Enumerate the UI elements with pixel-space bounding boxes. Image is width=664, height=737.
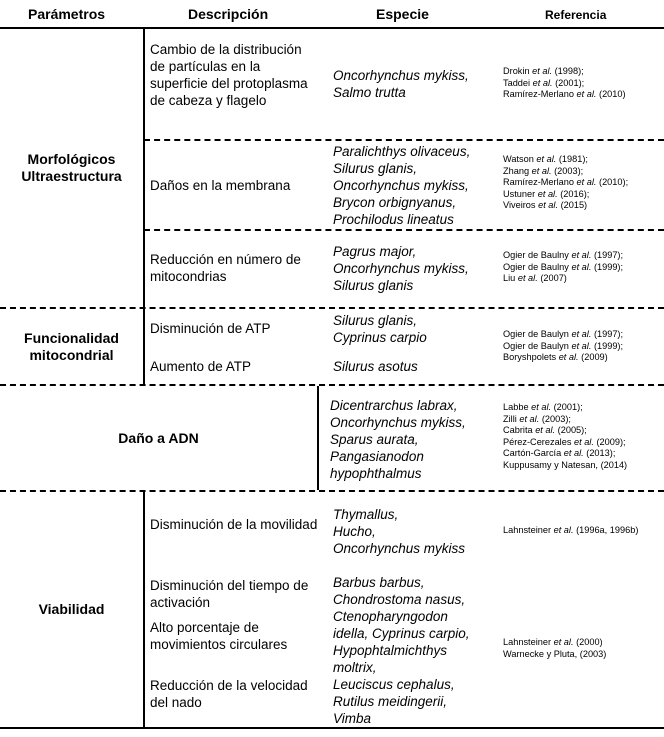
species-name: Brycon orbignyanus, <box>333 195 457 210</box>
species-name: hypophthalmus <box>330 466 422 481</box>
param-label: mitocondrial <box>29 347 114 363</box>
section-divider <box>0 490 664 492</box>
desc-cell: Disminución de ATP <box>150 321 271 336</box>
species-name: Thymallus, <box>333 507 399 522</box>
ref-line: Ogier de Baulny et al. (1999); <box>503 261 624 272</box>
ref-line: Cartón-García et al. (2013); <box>503 448 616 458</box>
ref-line: Ogier de Baulyn et al. (1999); <box>503 340 624 351</box>
species-cell <box>333 574 470 727</box>
column-divider <box>143 492 145 727</box>
species-name: Ctenopharyngodon <box>333 609 448 624</box>
ref-line: Viveiros et al. (2015) <box>503 200 588 210</box>
ref-line: Ustuner et al. (2016); <box>503 188 590 199</box>
species-cell <box>333 143 470 228</box>
species-cell <box>333 312 427 346</box>
ref-line: Warnecke y Pluta, (2003) <box>503 648 607 659</box>
table-bottom-rule <box>0 727 664 729</box>
species-cell <box>333 358 418 375</box>
param-label: Ultraestructura <box>21 168 122 184</box>
ref-cell <box>503 525 661 537</box>
header-divider <box>0 27 664 29</box>
species-name: Chondrostoma nasus, <box>333 592 466 607</box>
ref-line: Ramírez-Merlano et al. (2010) <box>503 89 626 99</box>
param-dano-adn: Daño a ADN <box>118 430 199 446</box>
header-referencia: Referencia <box>545 8 607 22</box>
species-name: idella, Cyprinus carpio, <box>333 626 470 641</box>
param-viabilidad: Viabilidad <box>38 601 105 617</box>
ref-cell <box>503 402 661 471</box>
species-name: Paralichthys olivaceus, <box>333 144 471 159</box>
row-divider <box>144 229 664 231</box>
species-name: Sparus aurata, <box>330 432 419 447</box>
desc-cell: Alto porcentaje de movimientos circulares <box>150 620 288 652</box>
header-descripcion: Descripción <box>188 6 269 22</box>
desc-cell: Reducción de la velocidad del nado <box>150 678 308 710</box>
param-label: Morfológicos <box>27 151 116 167</box>
desc-cell: Aumento de ATP <box>150 359 252 374</box>
species-name: Pangasianodon <box>330 449 424 464</box>
section-divider <box>0 307 664 309</box>
species-name: Pagrus major, <box>333 244 417 259</box>
ref-line: Liu et al. (2007) <box>503 273 567 283</box>
column-divider <box>317 386 319 490</box>
species-name: Barbus barbus, <box>333 575 425 590</box>
species-name: Oncorhynchus mykiss <box>333 541 466 556</box>
header-parametros: Parámetros <box>28 6 106 22</box>
ref-line: Ogier de Baulyn et al. (1997); <box>503 329 624 339</box>
species-name: Silurus glanis, <box>333 313 418 328</box>
ref-cell <box>503 66 661 101</box>
species-name: Silurus asotus <box>333 359 418 374</box>
ref-line: Drokin et al. (1998); <box>503 66 584 76</box>
species-cell <box>333 67 469 101</box>
ref-line: Zilli et al. (2003); <box>503 413 571 424</box>
ref-line: Ramírez-Merlano et al. (2010); <box>503 177 629 187</box>
param-morfologicos <box>0 151 143 185</box>
species-name: Oncorhynchus mykiss, <box>330 415 466 430</box>
ref-cell <box>503 637 661 660</box>
species-name: Rutilus meidingerii, <box>333 694 448 709</box>
desc-cell: Cambio de la distribución de partículas en la superficie del protoplasma de cabeza y flagelo <box>150 42 308 108</box>
species-cell <box>333 243 469 294</box>
species-name: Hypophtalmichthys <box>333 643 448 658</box>
section-divider <box>0 384 664 386</box>
species-name: Hucho, <box>333 524 376 539</box>
species-name: Silurus glanis, <box>333 161 418 176</box>
ref-line: Zhang et al. (2003); <box>503 165 584 176</box>
ref-line: Labbe et al. (2001); <box>503 402 583 412</box>
param-funcionalidad <box>0 330 143 364</box>
ref-line: Taddei et al. (2001); <box>503 77 585 88</box>
species-name: Prochilodus lineatus <box>333 212 454 227</box>
species-name: Dicentrarchus labrax, <box>330 398 458 413</box>
ref-line: Watson et al. (1981); <box>503 154 588 164</box>
species-name: Cyprinus carpio <box>333 330 427 345</box>
species-name: Vimba <box>333 711 372 726</box>
desc-cell: Reducción en número de mitocondrias <box>150 252 301 284</box>
ref-line: Lahnsteiner et al. (2000) <box>503 637 603 647</box>
column-divider <box>143 29 145 307</box>
column-divider <box>143 309 145 384</box>
species-name: Oncorhynchus mykiss, <box>333 178 469 193</box>
ref-cell <box>503 250 661 285</box>
desc-cell: Daños en la membrana <box>150 178 291 193</box>
ref-cell <box>503 154 661 212</box>
species-cell <box>330 397 466 482</box>
ref-cell <box>503 329 661 364</box>
ref-line: Ogier de Baulny et al. (1997); <box>503 250 624 260</box>
species-name: Salmo trutta <box>333 85 406 100</box>
species-cell <box>333 506 465 557</box>
row-divider <box>144 139 664 141</box>
ref-line: Lahnsteiner et al. (1996a, 1996b) <box>503 525 639 535</box>
desc-cell: Disminución del tiempo de activación <box>150 578 309 610</box>
ref-line: Pérez-Cerezales et al. (2009); <box>503 436 626 447</box>
header-especie: Especie <box>376 6 429 22</box>
desc-cell: Disminución de la movilidad <box>150 517 318 532</box>
species-name: moltrix, <box>333 660 377 675</box>
species-name: Silurus glanis <box>333 278 414 293</box>
species-name: Oncorhynchus mykiss, <box>333 68 469 83</box>
ref-line: Kuppusamy y Natesan, (2014) <box>503 459 628 470</box>
species-name: Leuciscus cephalus, <box>333 677 455 692</box>
param-label: Funcionalidad <box>24 330 119 346</box>
ref-line: Boryshpolets et al. (2009) <box>503 352 608 362</box>
species-name: Oncorhynchus mykiss, <box>333 261 469 276</box>
ref-line: Cabrita et al. (2005); <box>503 425 587 435</box>
